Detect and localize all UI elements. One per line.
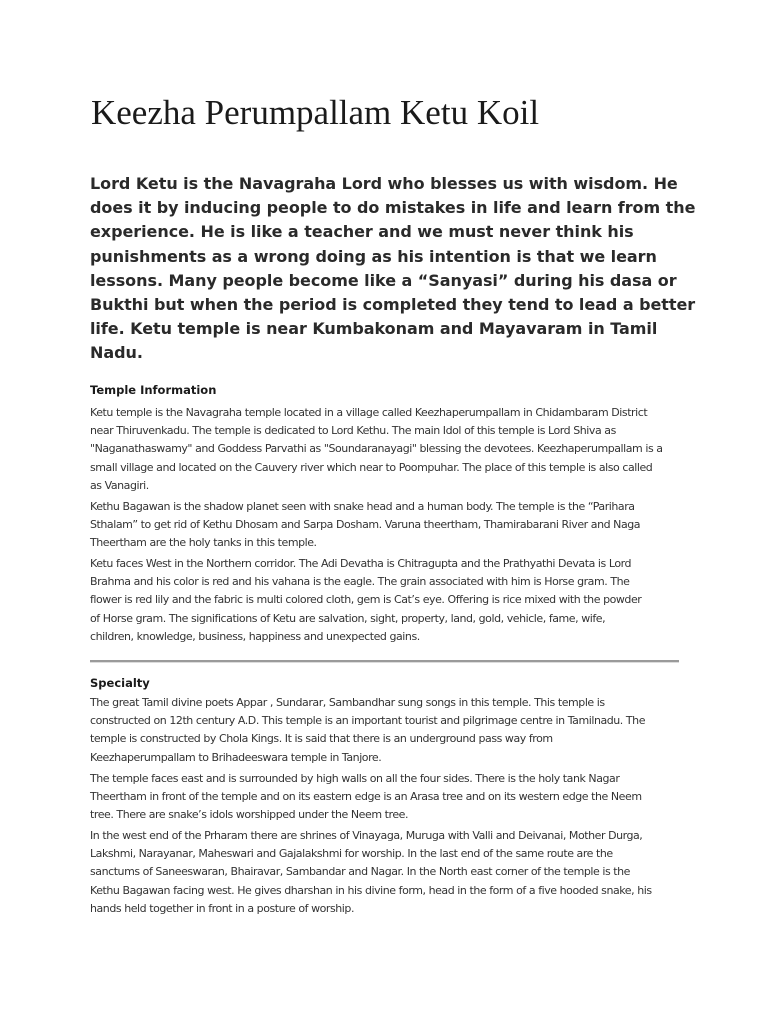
text-line: children, knowledge, business, happiness and unexpected gains. xyxy=(90,629,420,643)
intro-line: Lord Ketu is the Navagraha Lord who blesses us with wisdom. He xyxy=(90,174,678,193)
page-title: Keezha Perumpallam Ketu Koil xyxy=(91,93,540,132)
text-line: The temple faces east and is surrounded by high walls on all the four sides. There is the holy tank Nagar xyxy=(90,772,620,785)
text-line: Brahma and his color is red and his vahana is the eagle. The grain associated with him is Horse gram. The xyxy=(90,575,630,589)
intro-line: experience. He is like a teacher and we must never think his xyxy=(90,222,634,242)
intro-line: Bukthi but when the period is completed they tend to lead a better xyxy=(90,295,696,315)
text-line: as Vanagiri. xyxy=(90,478,149,492)
section-heading-specialty: Specialty xyxy=(90,676,150,690)
text-line: temple is constructed by Chola Kings. It is said that there is an underground pass way from xyxy=(90,732,553,746)
section-heading-temple-information: Temple Information xyxy=(90,383,217,397)
text-line: "Naganathaswamy" and Goddess Parvathi as "Soundaranayagi" blessing the devotees. Keezhaperumpallam is a xyxy=(90,442,663,456)
intro-paragraph xyxy=(90,172,696,366)
text-line: constructed on 12th century A.D. This temple is an important tourist and pilgrimage centre in Tamilnadu. The xyxy=(90,714,646,728)
text-line: Theertham are the holy tanks in this temple. xyxy=(90,536,317,550)
intro-line: life. Ketu temple is near Kumbakonam and Mayavaram in Tamil xyxy=(90,319,658,339)
text-line: Theertham in front of the temple and on its eastern edge is an Arasa tree and on its western edge the Neem xyxy=(90,790,642,804)
temple-info-paragraph-1 xyxy=(90,404,690,495)
text-line: flower is red lily and the fabric is multi colored cloth, gem is Cat’s eye. Offering is rice mixed with the powder xyxy=(90,593,642,607)
temple-info-paragraph-2 xyxy=(90,498,690,553)
text-line: near Thiruvenkadu. The temple is dedicated to Lord Kethu. The main Idol of this temple is Lord Shiva as xyxy=(90,424,616,438)
text-line: The great Tamil divine poets Appar , Sundarar, Sambandhar sung songs in this temple. This temple is xyxy=(90,696,605,709)
text-line: Kethu Bagawan is the shadow planet seen with snake head and a human body. The temple is the “Parihara xyxy=(90,500,635,513)
intro-line: does it by inducing people to do mistakes in life and learn from the xyxy=(90,198,696,218)
intro-line: lessons. Many people become like a “Sanyasi” during his dasa or xyxy=(90,270,677,290)
specialty-paragraph-1 xyxy=(90,694,690,767)
text-line: Kethu Bagawan facing west. He gives dharshan in his divine form, head in the form of a five hooded snake, his xyxy=(90,883,652,897)
text-line: Ketu faces West in the Northern corridor. The Adi Devatha is Chitragupta and the Prathyathi Devata is Lord xyxy=(90,557,632,570)
text-line: sanctums of Saneeswaran, Bhairavar, Sambandar and Nagar. In the North east corner of the temple is the xyxy=(90,865,630,879)
section-divider xyxy=(90,660,679,663)
specialty-paragraph-3 xyxy=(90,827,690,918)
intro-line: punishments as a wrong doing as his intention is that we learn xyxy=(90,246,657,266)
text-line: of Horse gram. The significations of Ketu are salvation, sight, property, land, gold, vehicle, fame, wife, xyxy=(90,611,606,625)
text-line: In the west end of the Prharam there are shrines of Vinayaga, Muruga with Valli and Deivanai, Mother Durga, xyxy=(90,829,643,842)
temple-info-paragraph-3 xyxy=(90,555,690,646)
specialty-paragraph-2 xyxy=(90,770,690,825)
text-line: small village and located on the Cauvery river which near to Poompuhar. The place of this temple is also called xyxy=(90,460,653,474)
text-line: Sthalam” to get rid of Kethu Dhosam and Sarpa Dosham. Varuna theertham, Thamirabarani River and Naga xyxy=(90,518,641,532)
text-line: tree. There are snake’s idols worshipped under the Neem tree. xyxy=(90,808,409,822)
text-line: Ketu temple is the Navagraha temple located in a village called Keezhaperumpallam in Chidambaram District xyxy=(90,406,648,419)
intro-line: Nadu. xyxy=(90,343,143,363)
text-line: Keezhaperumpallam to Brihadeeswara temple in Tanjore. xyxy=(90,750,382,764)
text-line: hands held together in front in a posture of worship. xyxy=(90,901,354,915)
text-line: Lakshmi, Narayanar, Maheswari and Gajalakshmi for worship. In the last end of the same route are the xyxy=(90,847,613,861)
